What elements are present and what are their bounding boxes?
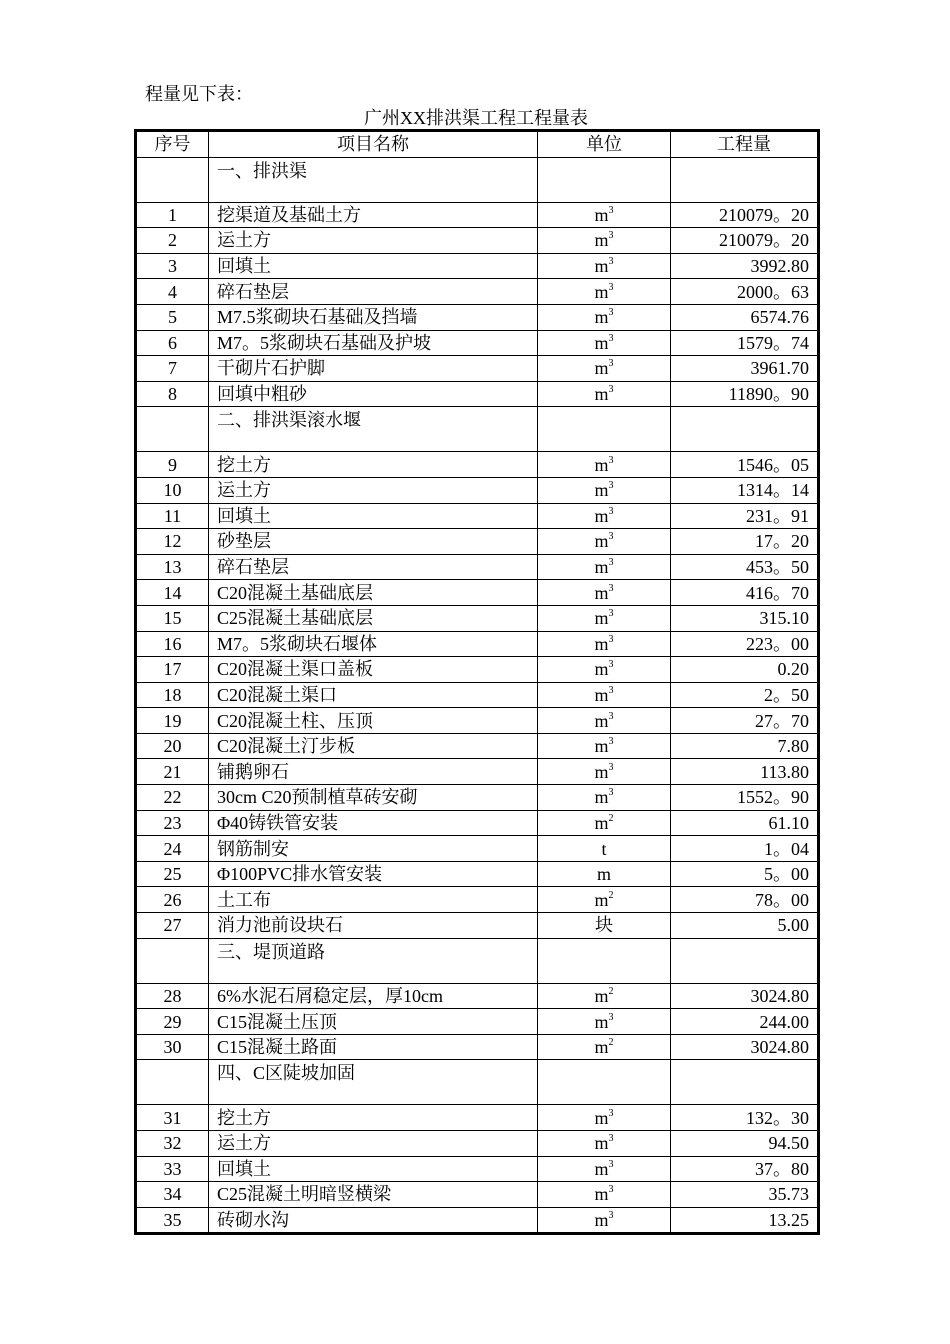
row-qty: 210079。20 (671, 202, 819, 228)
row-qty: 1。04 (671, 836, 819, 862)
row-unit (538, 356, 671, 382)
row-name: 运土方 (209, 1131, 538, 1157)
table-row (136, 983, 819, 1009)
row-no: 15 (136, 605, 209, 631)
table-row (136, 202, 819, 228)
section-qty-cell (671, 157, 819, 202)
row-unit (538, 1207, 671, 1234)
section-no-cell (136, 407, 209, 452)
table-row (136, 228, 819, 254)
row-unit (538, 1182, 671, 1208)
row-unit (538, 253, 671, 279)
row-unit (538, 1156, 671, 1182)
section-title: 三、堤顶道路 (209, 938, 538, 983)
unit-exponent: 2 (608, 1037, 614, 1049)
row-name: C20混凝土渠口 (209, 682, 538, 708)
unit-exponent: 2 (608, 812, 614, 824)
row-unit (538, 580, 671, 606)
unit-text: m (594, 1107, 609, 1128)
table-row (136, 1207, 819, 1234)
row-name: 土工布 (209, 887, 538, 913)
row-unit (538, 1034, 671, 1060)
unit-exponent: 3 (608, 684, 614, 696)
section-no-cell (136, 938, 209, 983)
row-unit (538, 785, 671, 811)
row-name: 消力池前设块石 (209, 913, 538, 939)
row-qty: 2000。63 (671, 279, 819, 305)
unit-text: m (594, 505, 609, 526)
section-qty-cell (671, 938, 819, 983)
table-row (136, 631, 819, 657)
table-row (136, 682, 819, 708)
row-qty: 3961.70 (671, 356, 819, 382)
row-qty: 3992.80 (671, 253, 819, 279)
unit-exponent: 3 (608, 1210, 614, 1222)
unit-exponent: 3 (608, 307, 614, 319)
row-name: 砂垫层 (209, 529, 538, 555)
unit-text: m (594, 985, 609, 1006)
table-row (136, 913, 819, 939)
section-title: 二、排洪渠滚水堰 (209, 407, 538, 452)
unit-exponent: 3 (608, 256, 614, 268)
unit-text: m (594, 1158, 609, 1179)
section-unit-cell (538, 938, 671, 983)
unit-exponent: 3 (608, 1158, 614, 1170)
row-qty: 37。80 (671, 1156, 819, 1182)
row-unit (538, 554, 671, 580)
intro-text: 程量见下表： (145, 84, 253, 104)
table-row (136, 1105, 819, 1131)
section-row (136, 407, 819, 452)
section-unit-cell (538, 1060, 671, 1105)
row-name: M7。5浆砌块石基础及护坡 (209, 330, 538, 356)
row-qty: 78。00 (671, 887, 819, 913)
table-row (136, 605, 819, 631)
row-name: 回填土 (209, 253, 538, 279)
unit-exponent: 3 (608, 505, 614, 517)
table-row (136, 279, 819, 305)
row-no: 14 (136, 580, 209, 606)
row-unit (538, 1009, 671, 1035)
row-qty: 1546。05 (671, 452, 819, 478)
unit-exponent: 3 (608, 480, 614, 492)
row-qty: 113.80 (671, 759, 819, 785)
table-row (136, 836, 819, 862)
row-name: 回填中粗砂 (209, 381, 538, 407)
quantity-table (134, 129, 820, 1235)
unit-text: m (594, 1210, 609, 1231)
unit-text: m (594, 307, 609, 328)
row-qty: 11890。90 (671, 381, 819, 407)
unit-text: m (594, 761, 609, 782)
row-name: M7.5浆砌块石基础及挡墙 (209, 304, 538, 330)
row-unit (538, 887, 671, 913)
row-name: 运土方 (209, 228, 538, 254)
row-no: 4 (136, 279, 209, 305)
row-name: M7。5浆砌块石堰体 (209, 631, 538, 657)
row-no: 6 (136, 330, 209, 356)
unit-text: m (594, 281, 609, 302)
unit-exponent: 3 (608, 633, 614, 645)
row-name: 运土方 (209, 477, 538, 503)
unit-text: m (594, 1133, 609, 1154)
unit-text: 块 (595, 915, 613, 936)
unit-exponent: 3 (608, 454, 614, 466)
unit-text: t (601, 838, 607, 859)
row-name: 铺鹅卵石 (209, 759, 538, 785)
row-unit (538, 657, 671, 683)
unit-exponent: 2 (608, 889, 614, 901)
section-row (136, 1060, 819, 1105)
row-qty: 27。70 (671, 708, 819, 734)
row-unit (538, 477, 671, 503)
table-row (136, 1009, 819, 1035)
row-qty: 244.00 (671, 1009, 819, 1035)
row-no: 18 (136, 682, 209, 708)
row-qty: 2。50 (671, 682, 819, 708)
row-unit (538, 330, 671, 356)
table-row (136, 1131, 819, 1157)
row-no: 32 (136, 1131, 209, 1157)
unit-text: m (594, 582, 609, 603)
unit-exponent: 3 (608, 659, 614, 671)
row-name: C20混凝土基础底层 (209, 580, 538, 606)
table-row (136, 657, 819, 683)
table-row (136, 708, 819, 734)
unit-text: m (594, 787, 609, 808)
row-name: 碎石垫层 (209, 554, 538, 580)
section-unit-cell (538, 407, 671, 452)
row-qty: 231。91 (671, 503, 819, 529)
row-name: C20混凝土渠口盖板 (209, 657, 538, 683)
row-qty: 315.10 (671, 605, 819, 631)
header-unit: 单位 (538, 131, 671, 158)
row-unit (538, 279, 671, 305)
row-no: 24 (136, 836, 209, 862)
row-unit (538, 452, 671, 478)
row-unit (538, 682, 671, 708)
unit-text: m (594, 230, 609, 251)
unit-exponent: 3 (608, 384, 614, 396)
row-no: 20 (136, 733, 209, 759)
row-no: 28 (136, 983, 209, 1009)
unit-exponent: 3 (608, 608, 614, 620)
row-name: Φ40铸铁管安装 (209, 810, 538, 836)
row-qty: 61.10 (671, 810, 819, 836)
unit-text: m (594, 736, 609, 757)
row-unit (538, 228, 671, 254)
unit-text: m (594, 256, 609, 277)
row-no: 16 (136, 631, 209, 657)
unit-exponent: 3 (608, 557, 614, 569)
unit-text: m (594, 480, 609, 501)
table-row (136, 253, 819, 279)
row-name: 挖土方 (209, 1105, 538, 1131)
unit-text: m (594, 204, 609, 225)
row-unit (538, 810, 671, 836)
row-unit (538, 202, 671, 228)
row-unit (538, 1105, 671, 1131)
row-no: 25 (136, 861, 209, 887)
row-qty: 416。70 (671, 580, 819, 606)
table-row (136, 452, 819, 478)
section-row (136, 157, 819, 202)
row-unit (538, 605, 671, 631)
unit-text: m (594, 710, 609, 731)
row-unit (538, 733, 671, 759)
row-no: 3 (136, 253, 209, 279)
row-qty: 1579。74 (671, 330, 819, 356)
unit-exponent: 3 (608, 332, 614, 344)
table-row (136, 810, 819, 836)
row-no: 23 (136, 810, 209, 836)
section-row (136, 938, 819, 983)
unit-text: m (594, 1011, 609, 1032)
row-name: 钢筋制安 (209, 836, 538, 862)
unit-exponent: 3 (608, 281, 614, 293)
row-unit (538, 836, 671, 862)
unit-text: m (594, 684, 609, 705)
row-name: 回填土 (209, 503, 538, 529)
row-unit (538, 529, 671, 555)
unit-text: m (594, 1184, 609, 1205)
row-qty: 94.50 (671, 1131, 819, 1157)
unit-exponent: 3 (608, 582, 614, 594)
unit-text: m (594, 608, 609, 629)
table-body (136, 157, 819, 1234)
row-name: C20混凝土汀步板 (209, 733, 538, 759)
table-row (136, 887, 819, 913)
unit-text: m (594, 1037, 609, 1058)
row-no: 26 (136, 887, 209, 913)
row-unit (538, 503, 671, 529)
header-qty: 工程量 (671, 131, 819, 158)
row-unit (538, 708, 671, 734)
row-qty: 223。00 (671, 631, 819, 657)
row-name: 回填土 (209, 1156, 538, 1182)
row-qty: 0.20 (671, 657, 819, 683)
unit-exponent: 3 (608, 787, 614, 799)
row-name: 干砌片石护脚 (209, 356, 538, 382)
table-row (136, 304, 819, 330)
row-qty: 5.00 (671, 913, 819, 939)
table-row (136, 477, 819, 503)
section-title: 一、排洪渠 (209, 157, 538, 202)
unit-exponent: 3 (608, 1107, 614, 1119)
unit-text: m (594, 384, 609, 405)
row-name: 砖砌水沟 (209, 1207, 538, 1234)
table-row (136, 1156, 819, 1182)
unit-exponent: 3 (608, 736, 614, 748)
unit-exponent: 3 (608, 230, 614, 242)
table-row (136, 861, 819, 887)
row-no: 22 (136, 785, 209, 811)
row-qty: 13.25 (671, 1207, 819, 1234)
row-qty: 132。30 (671, 1105, 819, 1131)
unit-exponent: 3 (608, 1184, 614, 1196)
unit-text: m (594, 454, 609, 475)
unit-text: m (594, 557, 609, 578)
row-no: 5 (136, 304, 209, 330)
table-title: 广州XX排洪渠工程工程量表 (364, 108, 588, 128)
section-qty-cell (671, 1060, 819, 1105)
table-row (136, 733, 819, 759)
unit-text: m (594, 889, 609, 910)
header-no: 序号 (136, 131, 209, 158)
section-no-cell (136, 1060, 209, 1105)
table-row (136, 1034, 819, 1060)
row-no: 30 (136, 1034, 209, 1060)
row-unit (538, 759, 671, 785)
unit-exponent: 3 (608, 358, 614, 370)
unit-exponent: 3 (608, 761, 614, 773)
row-qty: 210079。20 (671, 228, 819, 254)
unit-text: m (594, 531, 609, 552)
row-name: C20混凝土柱、压顶 (209, 708, 538, 734)
table-header-row (136, 131, 819, 158)
row-name: Φ100PVC排水管安装 (209, 861, 538, 887)
row-name: 挖土方 (209, 452, 538, 478)
row-unit (538, 983, 671, 1009)
row-no: 21 (136, 759, 209, 785)
row-no: 33 (136, 1156, 209, 1182)
row-unit (538, 861, 671, 887)
unit-exponent: 3 (608, 1011, 614, 1023)
row-no: 7 (136, 356, 209, 382)
row-name: 6%水泥石屑稳定层，厚10cm (209, 983, 538, 1009)
row-unit (538, 1131, 671, 1157)
table-row (136, 759, 819, 785)
unit-exponent: 3 (608, 204, 614, 216)
row-qty: 17。20 (671, 529, 819, 555)
section-title: 四、C区陡坡加固 (209, 1060, 538, 1105)
row-unit (538, 913, 671, 939)
unit-exponent: 3 (608, 531, 614, 543)
row-name: 挖渠道及基础土方 (209, 202, 538, 228)
row-no: 19 (136, 708, 209, 734)
table-row (136, 785, 819, 811)
unit-text: m (594, 812, 609, 833)
row-no: 17 (136, 657, 209, 683)
row-no: 27 (136, 913, 209, 939)
row-no: 1 (136, 202, 209, 228)
row-no: 12 (136, 529, 209, 555)
row-no: 9 (136, 452, 209, 478)
table-row (136, 356, 819, 382)
table-row (136, 381, 819, 407)
row-name: 30cm C20预制植草砖安砌 (209, 785, 538, 811)
table-row (136, 330, 819, 356)
unit-text: m (594, 332, 609, 353)
row-qty: 1314。14 (671, 477, 819, 503)
row-qty: 3024.80 (671, 983, 819, 1009)
row-unit (538, 381, 671, 407)
row-no: 11 (136, 503, 209, 529)
table-row (136, 554, 819, 580)
table-row (136, 503, 819, 529)
unit-exponent: 3 (608, 710, 614, 722)
row-unit (538, 304, 671, 330)
unit-text: m (594, 358, 609, 379)
row-qty: 35.73 (671, 1182, 819, 1208)
row-qty: 453。50 (671, 554, 819, 580)
row-qty: 7.80 (671, 733, 819, 759)
unit-text: m (596, 864, 611, 885)
unit-text: m (594, 633, 609, 654)
row-no: 34 (136, 1182, 209, 1208)
row-no: 8 (136, 381, 209, 407)
row-name: C15混凝土路面 (209, 1034, 538, 1060)
unit-exponent: 3 (608, 1133, 614, 1145)
row-no: 31 (136, 1105, 209, 1131)
table-row (136, 580, 819, 606)
row-qty: 6574.76 (671, 304, 819, 330)
row-qty: 5。00 (671, 861, 819, 887)
row-unit (538, 631, 671, 657)
unit-text: m (594, 659, 609, 680)
section-unit-cell (538, 157, 671, 202)
row-no: 35 (136, 1207, 209, 1234)
table-row (136, 1182, 819, 1208)
row-no: 2 (136, 228, 209, 254)
section-qty-cell (671, 407, 819, 452)
row-qty: 1552。90 (671, 785, 819, 811)
row-no: 10 (136, 477, 209, 503)
row-name: C25混凝土明暗竖横梁 (209, 1182, 538, 1208)
section-no-cell (136, 157, 209, 202)
row-no: 13 (136, 554, 209, 580)
unit-exponent: 2 (608, 985, 614, 997)
row-no: 29 (136, 1009, 209, 1035)
row-name: C15混凝土压顶 (209, 1009, 538, 1035)
row-qty: 3024.80 (671, 1034, 819, 1060)
row-name: 碎石垫层 (209, 279, 538, 305)
table-row (136, 529, 819, 555)
row-name: C25混凝土基础底层 (209, 605, 538, 631)
header-name: 项目名称 (209, 131, 538, 158)
